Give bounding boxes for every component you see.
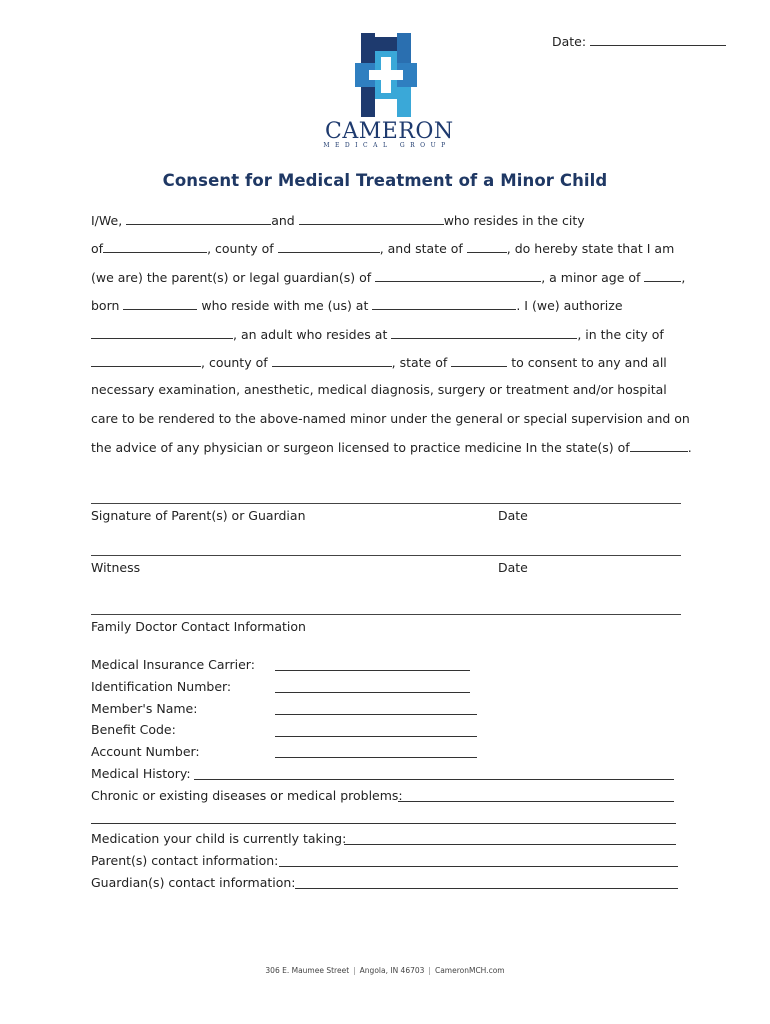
text-adult-resides: , an adult who resides at <box>233 327 388 342</box>
parent-contact-field[interactable] <box>279 866 678 867</box>
footer <box>0 966 770 975</box>
paragraph-line-6 <box>91 354 667 370</box>
members-name-label: Member's Name: <box>91 701 198 716</box>
text-county-of: , county of <box>207 241 274 256</box>
text-period: . <box>687 440 692 455</box>
identification-number-field[interactable] <box>275 692 470 693</box>
text-city-of: , in the city of <box>577 327 664 342</box>
footer-address: 306 E. Maumee Street <box>265 966 350 975</box>
address-blank[interactable] <box>372 297 516 310</box>
paragraph-line-5 <box>91 326 664 342</box>
text-of: of <box>91 241 104 256</box>
text-county-of-2: , county of <box>201 355 268 370</box>
parent-name-1-blank[interactable] <box>126 212 271 225</box>
contact-heading: Family Doctor Contact Information <box>91 619 306 634</box>
date-label: Date: <box>552 34 587 49</box>
logo-subtitle: MEDICAL GROUP <box>323 142 451 149</box>
text-authorize: . I (we) authorize <box>516 298 623 313</box>
adult-address-blank[interactable] <box>391 326 577 339</box>
members-name-field[interactable] <box>275 714 477 715</box>
parent-signature-line[interactable] <box>91 503 681 504</box>
paragraph-line-9 <box>91 439 692 455</box>
page-title: Consent for Medical Treatment of a Minor Child <box>162 171 608 190</box>
adult-county-blank[interactable] <box>272 354 392 367</box>
text-state-of: , and state of <box>379 241 463 256</box>
medical-history-field[interactable] <box>194 779 674 780</box>
parent-contact-label: Parent(s) contact information: <box>91 853 279 868</box>
parent-date-label: Date <box>498 508 528 523</box>
witness-label: Witness <box>91 560 141 575</box>
minor-name-blank[interactable] <box>375 269 541 282</box>
text-minor-age: , a minor age of <box>541 270 641 285</box>
county-blank[interactable] <box>278 240 380 253</box>
paragraph-line-3 <box>91 269 685 285</box>
insurance-carrier-field[interactable] <box>275 670 470 671</box>
text-parent-guardian-of: (we are) the parent(s) or legal guardian(s) of <box>91 270 372 285</box>
footer-separator: | <box>428 966 431 975</box>
medication-field[interactable] <box>344 844 676 845</box>
adult-name-blank[interactable] <box>91 326 233 339</box>
text-reside-with-me: who reside with me (us) at <box>201 298 369 313</box>
medication-label: Medication your child is currently taking: <box>91 831 347 846</box>
adult-state-blank[interactable] <box>451 354 507 367</box>
chronic-label: Chronic or existing diseases or medical problems: <box>91 788 403 803</box>
text-consent: to consent to any and all <box>511 355 667 370</box>
state-blank[interactable] <box>467 240 507 253</box>
paragraph-line-4 <box>91 297 623 313</box>
minor-age-blank[interactable] <box>644 269 681 282</box>
paragraph-line-1 <box>91 212 585 228</box>
guardian-contact-label: Guardian(s) contact information: <box>91 875 296 890</box>
text-advice: the advice of any physician or surgeon licensed to practice medicine In the state(s) of <box>91 440 630 455</box>
city-blank[interactable] <box>103 240 207 253</box>
medical-history-label: Medical History: <box>91 766 191 781</box>
insurance-carrier-label: Medical Insurance Carrier: <box>91 657 255 672</box>
date-blank[interactable] <box>590 33 726 46</box>
paragraph-line-2 <box>91 240 674 256</box>
logo-mark <box>355 33 417 117</box>
paragraph-line-7: necessary examination, anesthetic, medical diagnosis, surgery or treatment and/or hospital <box>91 382 667 397</box>
witness-signature-line[interactable] <box>91 555 681 556</box>
date-field[interactable] <box>552 33 726 49</box>
chronic-field-continued[interactable] <box>91 823 676 824</box>
states-blank[interactable] <box>630 439 688 452</box>
text-state-of-2: , state of <box>391 355 448 370</box>
logo-name: CAMERON <box>325 119 454 144</box>
text-i-we: I/We, <box>91 213 123 228</box>
adult-city-blank[interactable] <box>91 354 201 367</box>
footer-separator: | <box>353 966 356 975</box>
footer-website[interactable]: CameronMCH.com <box>434 966 505 975</box>
benefit-code-field[interactable] <box>275 736 477 737</box>
footer-city: Angola, IN 46703 <box>359 966 425 975</box>
text-comma: , <box>681 270 686 285</box>
parent-name-2-blank[interactable] <box>299 212 444 225</box>
text-resides-city: who resides in the city <box>443 213 585 228</box>
born-blank[interactable] <box>123 297 197 310</box>
parent-signature-label: Signature of Parent(s) or Guardian <box>91 508 306 523</box>
witness-date-label: Date <box>498 560 528 575</box>
account-number-label: Account Number: <box>91 744 200 759</box>
account-number-field[interactable] <box>275 757 477 758</box>
chronic-field[interactable] <box>398 801 674 802</box>
guardian-contact-field[interactable] <box>295 888 678 889</box>
text-hereby-state: , do hereby state that I am <box>506 241 675 256</box>
text-born: born <box>91 298 120 313</box>
identification-number-label: Identification Number: <box>91 679 232 694</box>
benefit-code-label: Benefit Code: <box>91 722 176 737</box>
text-and: and <box>271 213 295 228</box>
section-divider <box>91 614 681 615</box>
cross-logo-icon <box>355 33 417 117</box>
paragraph-line-8: care to be rendered to the above-named minor under the general or special supervision and on <box>91 411 690 426</box>
